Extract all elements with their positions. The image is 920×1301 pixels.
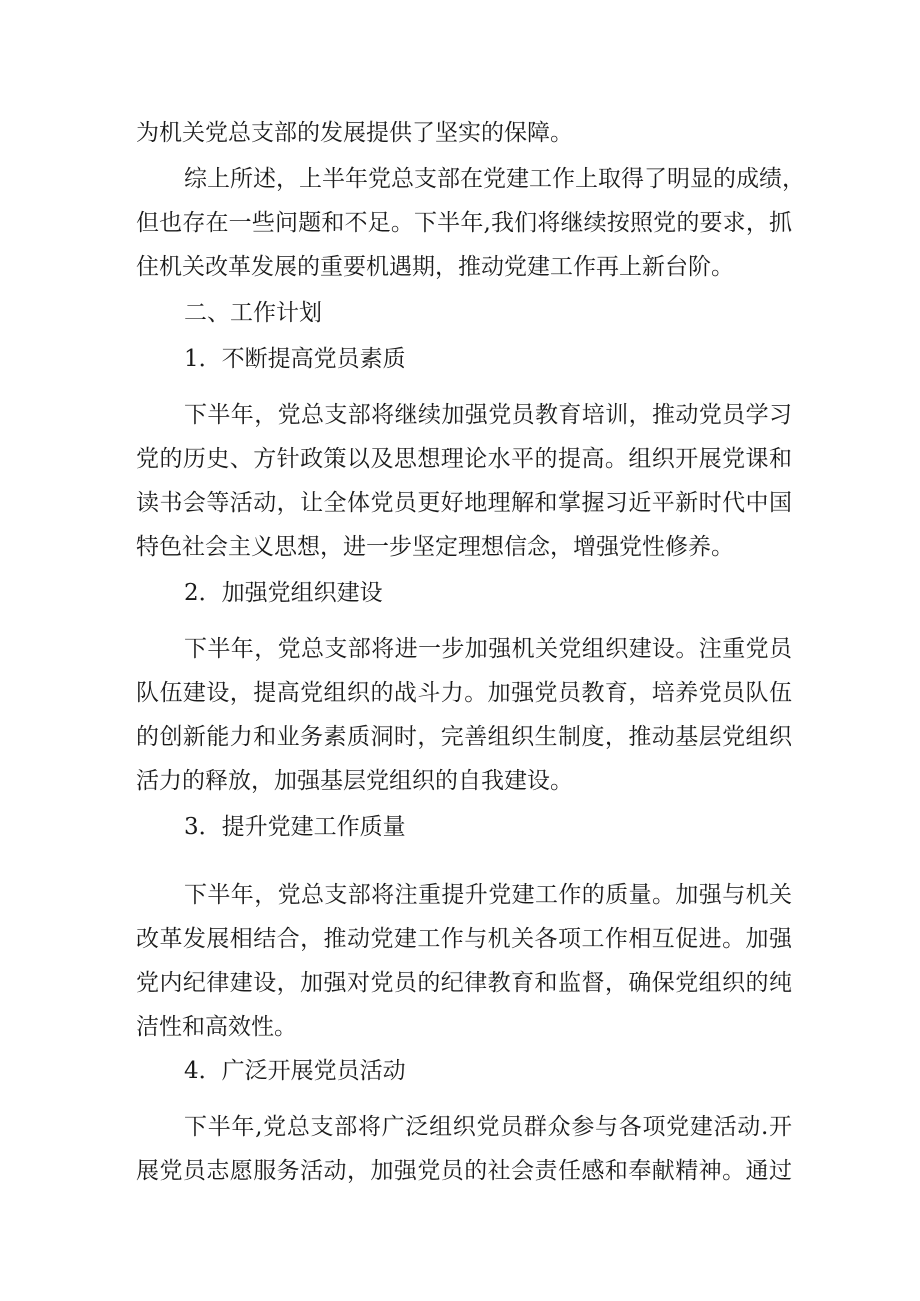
paragraph-3-line: 改革发展相结合，推动党建工作与机关各项工作相互促进。加强 xyxy=(136,926,792,952)
paragraph-2-line: 队伍建设，提高党组织的战斗力。加强党员教育，培养党员队伍 xyxy=(136,680,792,706)
subheading-4: 4．广泛开展党员活动 xyxy=(184,1058,406,1084)
paragraph-2-line: 活力的释放，加强基层党组织的自我建设。 xyxy=(136,768,573,794)
subheading-1: 1．不断提高党员素质 xyxy=(184,346,406,372)
paragraph-2-line: 下半年，党总支部将进一步加强机关党组织建设。注重党员 xyxy=(184,636,792,662)
paragraph-1-line: 下半年，党总支部将继续加强党员教育培训，推动党员学习 xyxy=(184,402,792,428)
paragraph-1-line: 特色社会主义思想，进一步坚定理想信念，增强党性修养。 xyxy=(136,534,734,560)
paragraph-3-line: 洁性和高效性。 xyxy=(136,1014,297,1040)
subheading-2: 2．加强党组织建设 xyxy=(184,580,383,606)
paragraph-3-line: 下半年，党总支部将注重提升党建工作的质量。加强与机关 xyxy=(184,882,792,908)
subheading-3: 3．提升党建工作质量 xyxy=(184,814,406,840)
paragraph-2-line: 的创新能力和业务素质洞时，完善组织生制度，推动基层党组织 xyxy=(136,724,792,750)
paragraph-1-line: 党的历史、方针政策以及思想理论水平的提高。组织开展党课和 xyxy=(136,446,792,472)
paragraph-4-line: 展党员志愿服务活动，加强党员的社会责任感和奉献精神。通过 xyxy=(136,1158,792,1184)
paragraph-continuation: 为机关党总支部的发展提供了坚实的保障。 xyxy=(136,120,573,146)
paragraph-4-line: 下半年,党总支部将广泛组织党员群众参与各项党建活动.开 xyxy=(184,1114,792,1140)
paragraph-3-line: 党内纪律建设，加强对党员的纪律教育和监督，确保党组织的纯 xyxy=(136,970,792,996)
section-heading: 二、工作计划 xyxy=(184,300,322,326)
paragraph-1-line: 读书会等活动，让全体党员更好地理解和掌握习近平新时代中国 xyxy=(136,490,792,516)
paragraph-summary-line: 但也存在一些问题和不足。下半年,我们将继续按照党的要求，抓 xyxy=(136,210,792,236)
paragraph-summary-line: 住机关改革发展的重要机遇期，推动党建工作再上新台阶。 xyxy=(136,254,734,280)
paragraph-summary-line: 综上所述，上半年党总支部在党建工作上取得了明显的成绩， xyxy=(184,166,805,192)
